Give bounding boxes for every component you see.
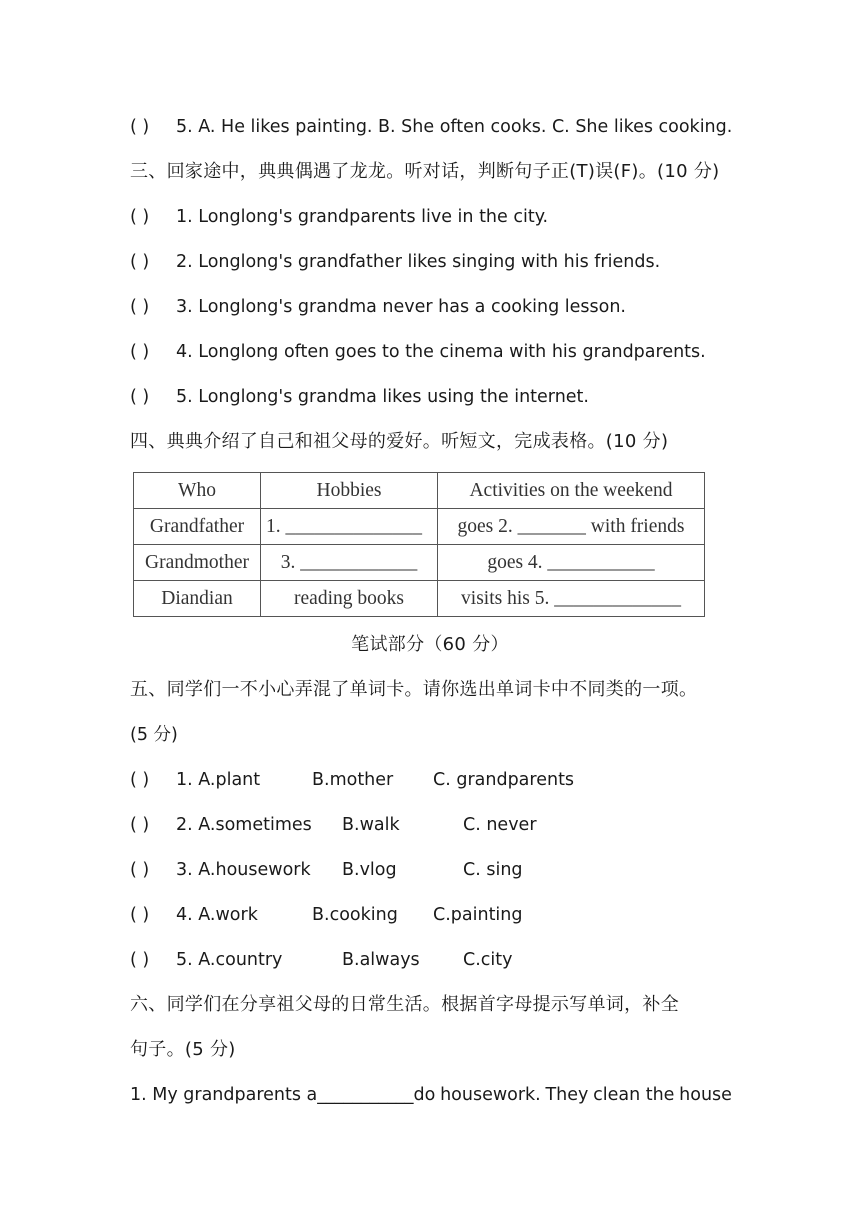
option-a: 2. A.sometimes xyxy=(176,815,312,835)
option-a: 4. A.work xyxy=(176,905,258,925)
option-c: C.city xyxy=(463,950,513,970)
q3-2 xyxy=(130,250,660,274)
table-header-cell: Activities on the weekend xyxy=(438,473,705,509)
q6-1-part5: house xyxy=(679,1085,732,1105)
answer-paren[interactable]: ( ) xyxy=(130,297,150,317)
option-b: B.cooking xyxy=(312,905,398,925)
blank-cell[interactable]: goes 2. _______ with friends xyxy=(438,509,705,545)
answer-paren[interactable]: ( ) xyxy=(130,387,150,407)
q6-1-part2: housework. xyxy=(440,1085,541,1105)
option-c: C. sing xyxy=(463,860,523,880)
table-header-row xyxy=(134,473,705,509)
q6-1-part4: clean the xyxy=(593,1085,675,1105)
blank-cell[interactable]: goes 4. ___________ xyxy=(438,545,705,581)
q3-4 xyxy=(130,340,706,364)
table-header-cell: Hobbies xyxy=(261,473,438,509)
q3-2-text: 2. Longlong's grandfather likes singing with his friends. xyxy=(176,252,661,272)
answer-paren[interactable]: ( ) xyxy=(130,252,150,272)
q3-4-text: 4. Longlong often goes to the cinema with his grandparents. xyxy=(176,342,706,362)
answer-paren[interactable]: ( ) xyxy=(130,860,150,880)
option-c: C. grandparents xyxy=(433,770,575,790)
q5-4 xyxy=(130,903,523,927)
q6-1-part1: 1. My grandparents a___________do xyxy=(130,1085,436,1105)
q3-3 xyxy=(130,295,626,319)
section-4-heading: 四、典典介绍了自己和祖父母的爱好。听短文，完成表格。(10 分) xyxy=(130,431,669,452)
q6-1-part3: They xyxy=(545,1085,589,1105)
table-cell: Grandfather xyxy=(134,509,261,545)
q2-5 xyxy=(130,115,732,139)
q2-5-text: 5. A. He likes painting. B. She often cooks. C. She likes cooking. xyxy=(176,117,733,137)
q3-5 xyxy=(130,385,589,409)
blank-cell[interactable]: 1. ______________ xyxy=(261,509,438,545)
answer-paren[interactable]: ( ) xyxy=(130,117,150,137)
q3-1-text: 1. Longlong's grandparents live in the city. xyxy=(176,207,549,227)
answer-paren[interactable]: ( ) xyxy=(130,342,150,362)
table-row xyxy=(134,509,705,545)
answer-paren[interactable]: ( ) xyxy=(130,905,150,925)
option-a: 1. A.plant xyxy=(176,770,261,790)
q3-1 xyxy=(130,205,548,229)
section-3-heading: 三、回家途中，典典偶遇了龙龙。听对话，判断句子正(T)误(F)。(10 分) xyxy=(130,161,720,182)
option-a: 3. A.housework xyxy=(176,860,311,880)
q5-3 xyxy=(130,858,523,882)
option-c: C. never xyxy=(463,815,537,835)
option-b: B.mother xyxy=(312,770,394,790)
table-row xyxy=(134,545,705,581)
answer-paren[interactable]: ( ) xyxy=(130,207,150,227)
section-5-score: (5 分) xyxy=(130,725,178,745)
table-cell: Diandian xyxy=(134,581,261,617)
option-a: 5. A.country xyxy=(176,950,283,970)
table-row xyxy=(134,581,705,617)
section-5-heading: 五、同学们一不小心弄混了单词卡。请你选出单词卡中不同类的一项。 xyxy=(130,679,698,700)
blank-cell[interactable]: visits his 5. _____________ xyxy=(438,581,705,617)
option-b: B.vlog xyxy=(342,860,397,880)
q5-5 xyxy=(130,948,512,972)
q5-2 xyxy=(130,813,537,837)
q3-3-text: 3. Longlong's grandma never has a cooking lesson. xyxy=(176,297,626,317)
option-c: C.painting xyxy=(433,905,523,925)
table-header-cell: Who xyxy=(134,473,261,509)
answer-paren[interactable]: ( ) xyxy=(130,815,150,835)
q3-5-text: 5. Longlong's grandma likes using the internet. xyxy=(176,387,589,407)
answer-paren[interactable]: ( ) xyxy=(130,950,150,970)
option-b: B.walk xyxy=(342,815,400,835)
written-part-title: 笔试部分（60 分） xyxy=(351,634,509,655)
section-6-heading-cont: 句子。(5 分) xyxy=(130,1039,236,1060)
table-cell: reading books xyxy=(261,581,438,617)
q6-1 xyxy=(130,1083,732,1107)
table-cell: Grandmother xyxy=(134,545,261,581)
blank-cell[interactable]: 3. ____________ xyxy=(261,545,438,581)
answer-paren[interactable]: ( ) xyxy=(130,770,150,790)
q5-1 xyxy=(130,768,574,792)
option-b: B.always xyxy=(342,950,420,970)
section-6-heading: 六、同学们在分享祖父母的日常生活。根据首字母提示写单词，补全 xyxy=(130,994,679,1015)
hobbies-table xyxy=(133,472,705,617)
